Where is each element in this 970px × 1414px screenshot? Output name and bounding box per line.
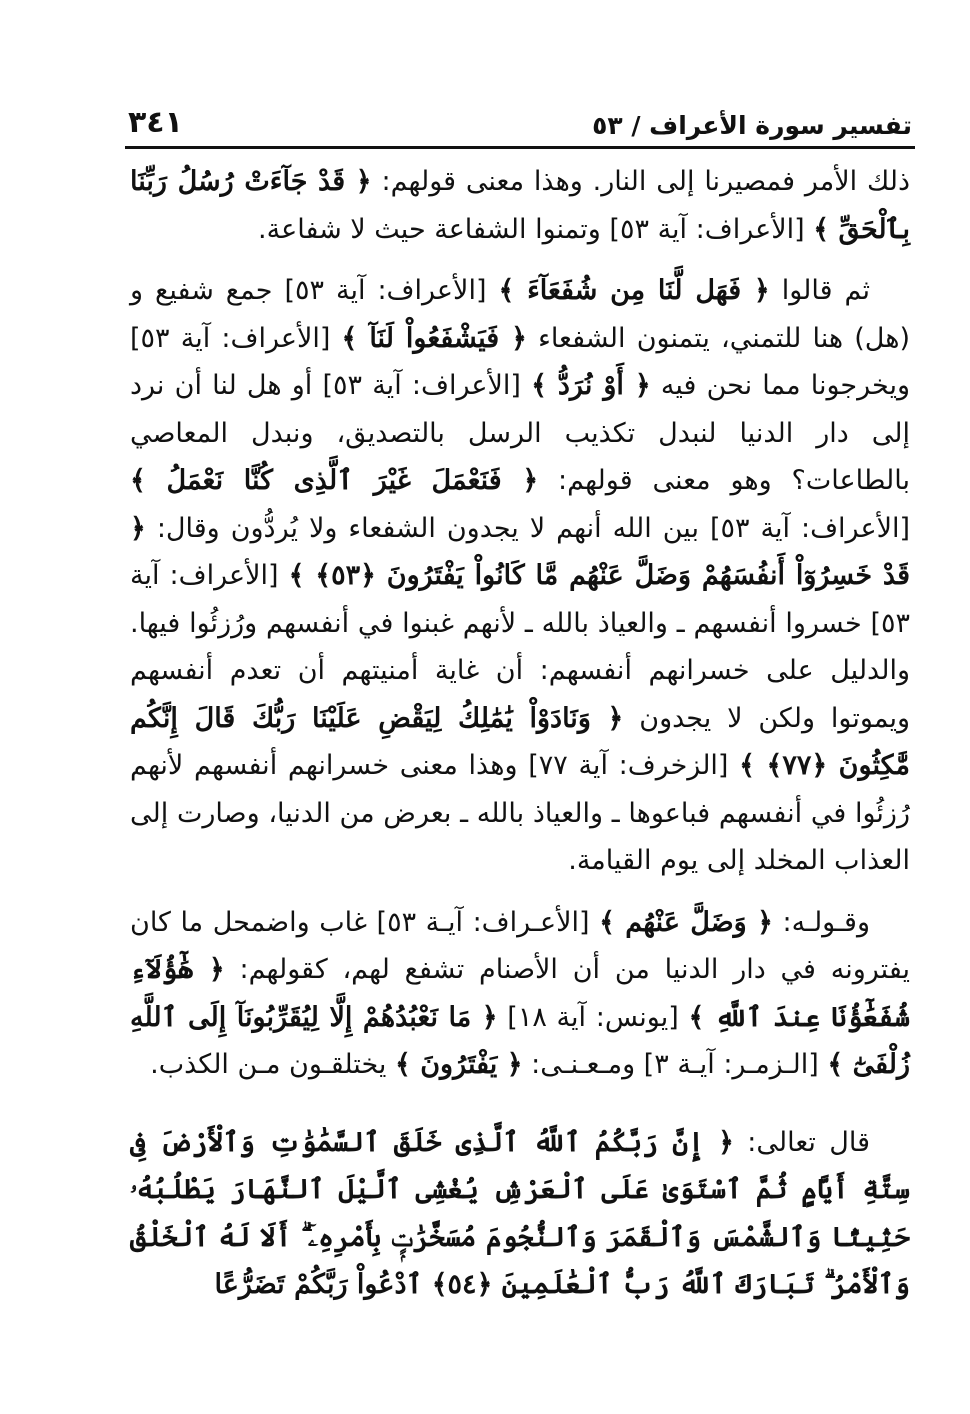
body-text-run: [الأعـراف: آيـة ٥٣] غاب واضمحل ما كان يفترونه في دار الدنيا من أن الأصنام تشفع لهم، كقولهم: — [130, 906, 910, 985]
paragraph — [130, 158, 910, 253]
body-text-run: [الزخرف: آية ٧٧] وهذا معنى خسرانهم أنفسهم لأنهم رُزئُوا في أنفسهم فباعوها ـ والعياذ بالله ـ بعرض من الدنيا، وصارت إلى العذاب المخلد إلى يوم القيامة. — [130, 750, 910, 876]
body-text-run: يختلقـون مـن الكذب. — [150, 1049, 395, 1080]
quran-quote: ﴿ قَدْ خَسِرُوٓاْ أَنفُسَهُمْ وَضَلَّ عَنْهُم مَّا كَانُواْ يَفْتَرُونَ ﴿٥٣﴾ ﴾ — [130, 512, 910, 591]
body-text-run: [الـزمـر: آيـة ٣] ومـعـنـى: — [522, 1049, 828, 1080]
body-text-run: [الأعراف: آية ٥٣] أو هل لنا أن نرد إلى دار الدنيا لنبدل تكذيب الرسل بالتصديق، ونبدل المعاصي بالطاعات؟ وهو معنى قولهم: — [130, 370, 910, 496]
body-text-run: [الأعراف: آية ٥٣] بين الله أنهم لا يجدون الشفعاء ولا يُردُّون وقال: — [145, 512, 911, 544]
page-number: ٣٤١ — [128, 105, 183, 140]
paragraph — [130, 267, 910, 885]
paragraph — [130, 1119, 910, 1309]
running-title: تفسير سورة الأعراف / ٥٣ — [592, 111, 912, 140]
body-text-run: قال تعالى: — [733, 1126, 870, 1158]
quran-quote: ﴿ فَهَل لَّنَا مِن شُفَعَآءَ ﴾ — [498, 275, 770, 306]
quran-quote: ﴿ وَنَادَوْاْ يَٰمَٰلِكُ لِيَقْضِ عَلَيْنَا رَبُّكَ قَالَ إِنَّكُم مَّٰكِثُونَ ﴿٧٧﴾ ﴾ — [130, 702, 910, 781]
body-text-run: [الأعراف: آية ٥٣] وتمنوا الشفاعة حيث لا شفاعة. — [258, 213, 814, 245]
body-text-run: ذلك الأمر فمصيرنا إلى النار. وهذا معنى قولهم: — [371, 166, 910, 197]
paragraph — [130, 899, 910, 1089]
quran-quote: ﴿ قَدْ جَآءَتْ رُسُلُ رَبِّنَا بِٱلْحَقِّ ﴾ — [130, 166, 910, 245]
page-body — [130, 158, 910, 1309]
body-text-run: ثم قالوا — [769, 275, 870, 306]
quran-quote: ﴿ فَنَعْمَلَ غَيْرَ ٱلَّذِى كُنَّا نَعْمَلُ ﴾ — [130, 465, 539, 496]
quran-quote: ﴿ إِنَّ رَبَّكُمُ ٱللَّهُ ٱلَّذِى خَلَقَ ٱلسَّمَٰوَٰتِ وَٱلْأَرْضَ فِى سِتَّةِ أَيَّامٍ ثُمَّ ٱسْتَوَىٰ عَلَى ٱلْعَرْشِ يُغْشِى ٱلَّيْلَ ٱلنَّهَارَ يَطْلُبُهُۥ حَثِيثًا وَٱلشَّمْسَ وَٱلْقَمَرَ وَٱلنُّجُومَ مُسَخَّرَٰتٍۭ بِأَمْرِهِۦٓ ۗ أَلَا لَهُ ٱلْخَلْقُ وَٱلْأَمْرُ ۗ تَبَارَكَ ٱللَّهُ رَبُّ ٱلْعَٰلَمِينَ ﴿٥٤﴾ ٱدْعُواْ رَبَّكُمْ تَضَرُّعًا — [130, 1126, 910, 1300]
body-text-run: [الأعراف: آية ٥٣] خسروا أنفسهم ـ والعياذ بالله ـ لأنهم غبنوا في أنفسهم ورُزئُوا فيها. والدليل على خسرانهم أنفسهم: أن غاية أمنيتهم أن تعدم أنفسهم ويموتوا ولكن لا يجدون — [130, 560, 911, 734]
body-text-run: [الأعراف: آية ٥٣] جمع شفيع و (هل) هنا للتمني، يتمنون الشفعاء — [130, 275, 910, 354]
body-text-run: [الأعراف: آية ٥٣] ويخرجونا مما نحن فيه — [130, 322, 910, 401]
quran-quote: ﴿ وَضَلَّ عَنْهُم ﴾ — [599, 906, 773, 938]
quran-quote: ﴿ يَفْتَرُونَ ﴾ — [394, 1049, 523, 1080]
quran-quote: ﴿ هَٰٓؤُلَآءِ شُفَعَٰٓؤُنَا عِندَ ٱللَّهِ ﴾ — [130, 954, 910, 1033]
page-header — [128, 90, 912, 140]
quran-quote: ﴿ مَا نَعْبُدُهُمْ إِلَّا لِيُقَرِّبُونَآ إِلَى ٱللَّهِ زُلْفَىٰٓ ﴾ — [130, 1001, 910, 1080]
body-text-run: [يونس: آية ١٨] — [497, 1001, 689, 1033]
quran-quote: ﴿ فَيَشْفَعُواْ لَنَآ ﴾ — [341, 322, 527, 354]
body-text-run: وقـولـه: — [772, 906, 870, 938]
header-divider — [125, 146, 915, 149]
quran-quote: ﴿ أَوْ نُرَدُّ ﴾ — [531, 370, 651, 401]
